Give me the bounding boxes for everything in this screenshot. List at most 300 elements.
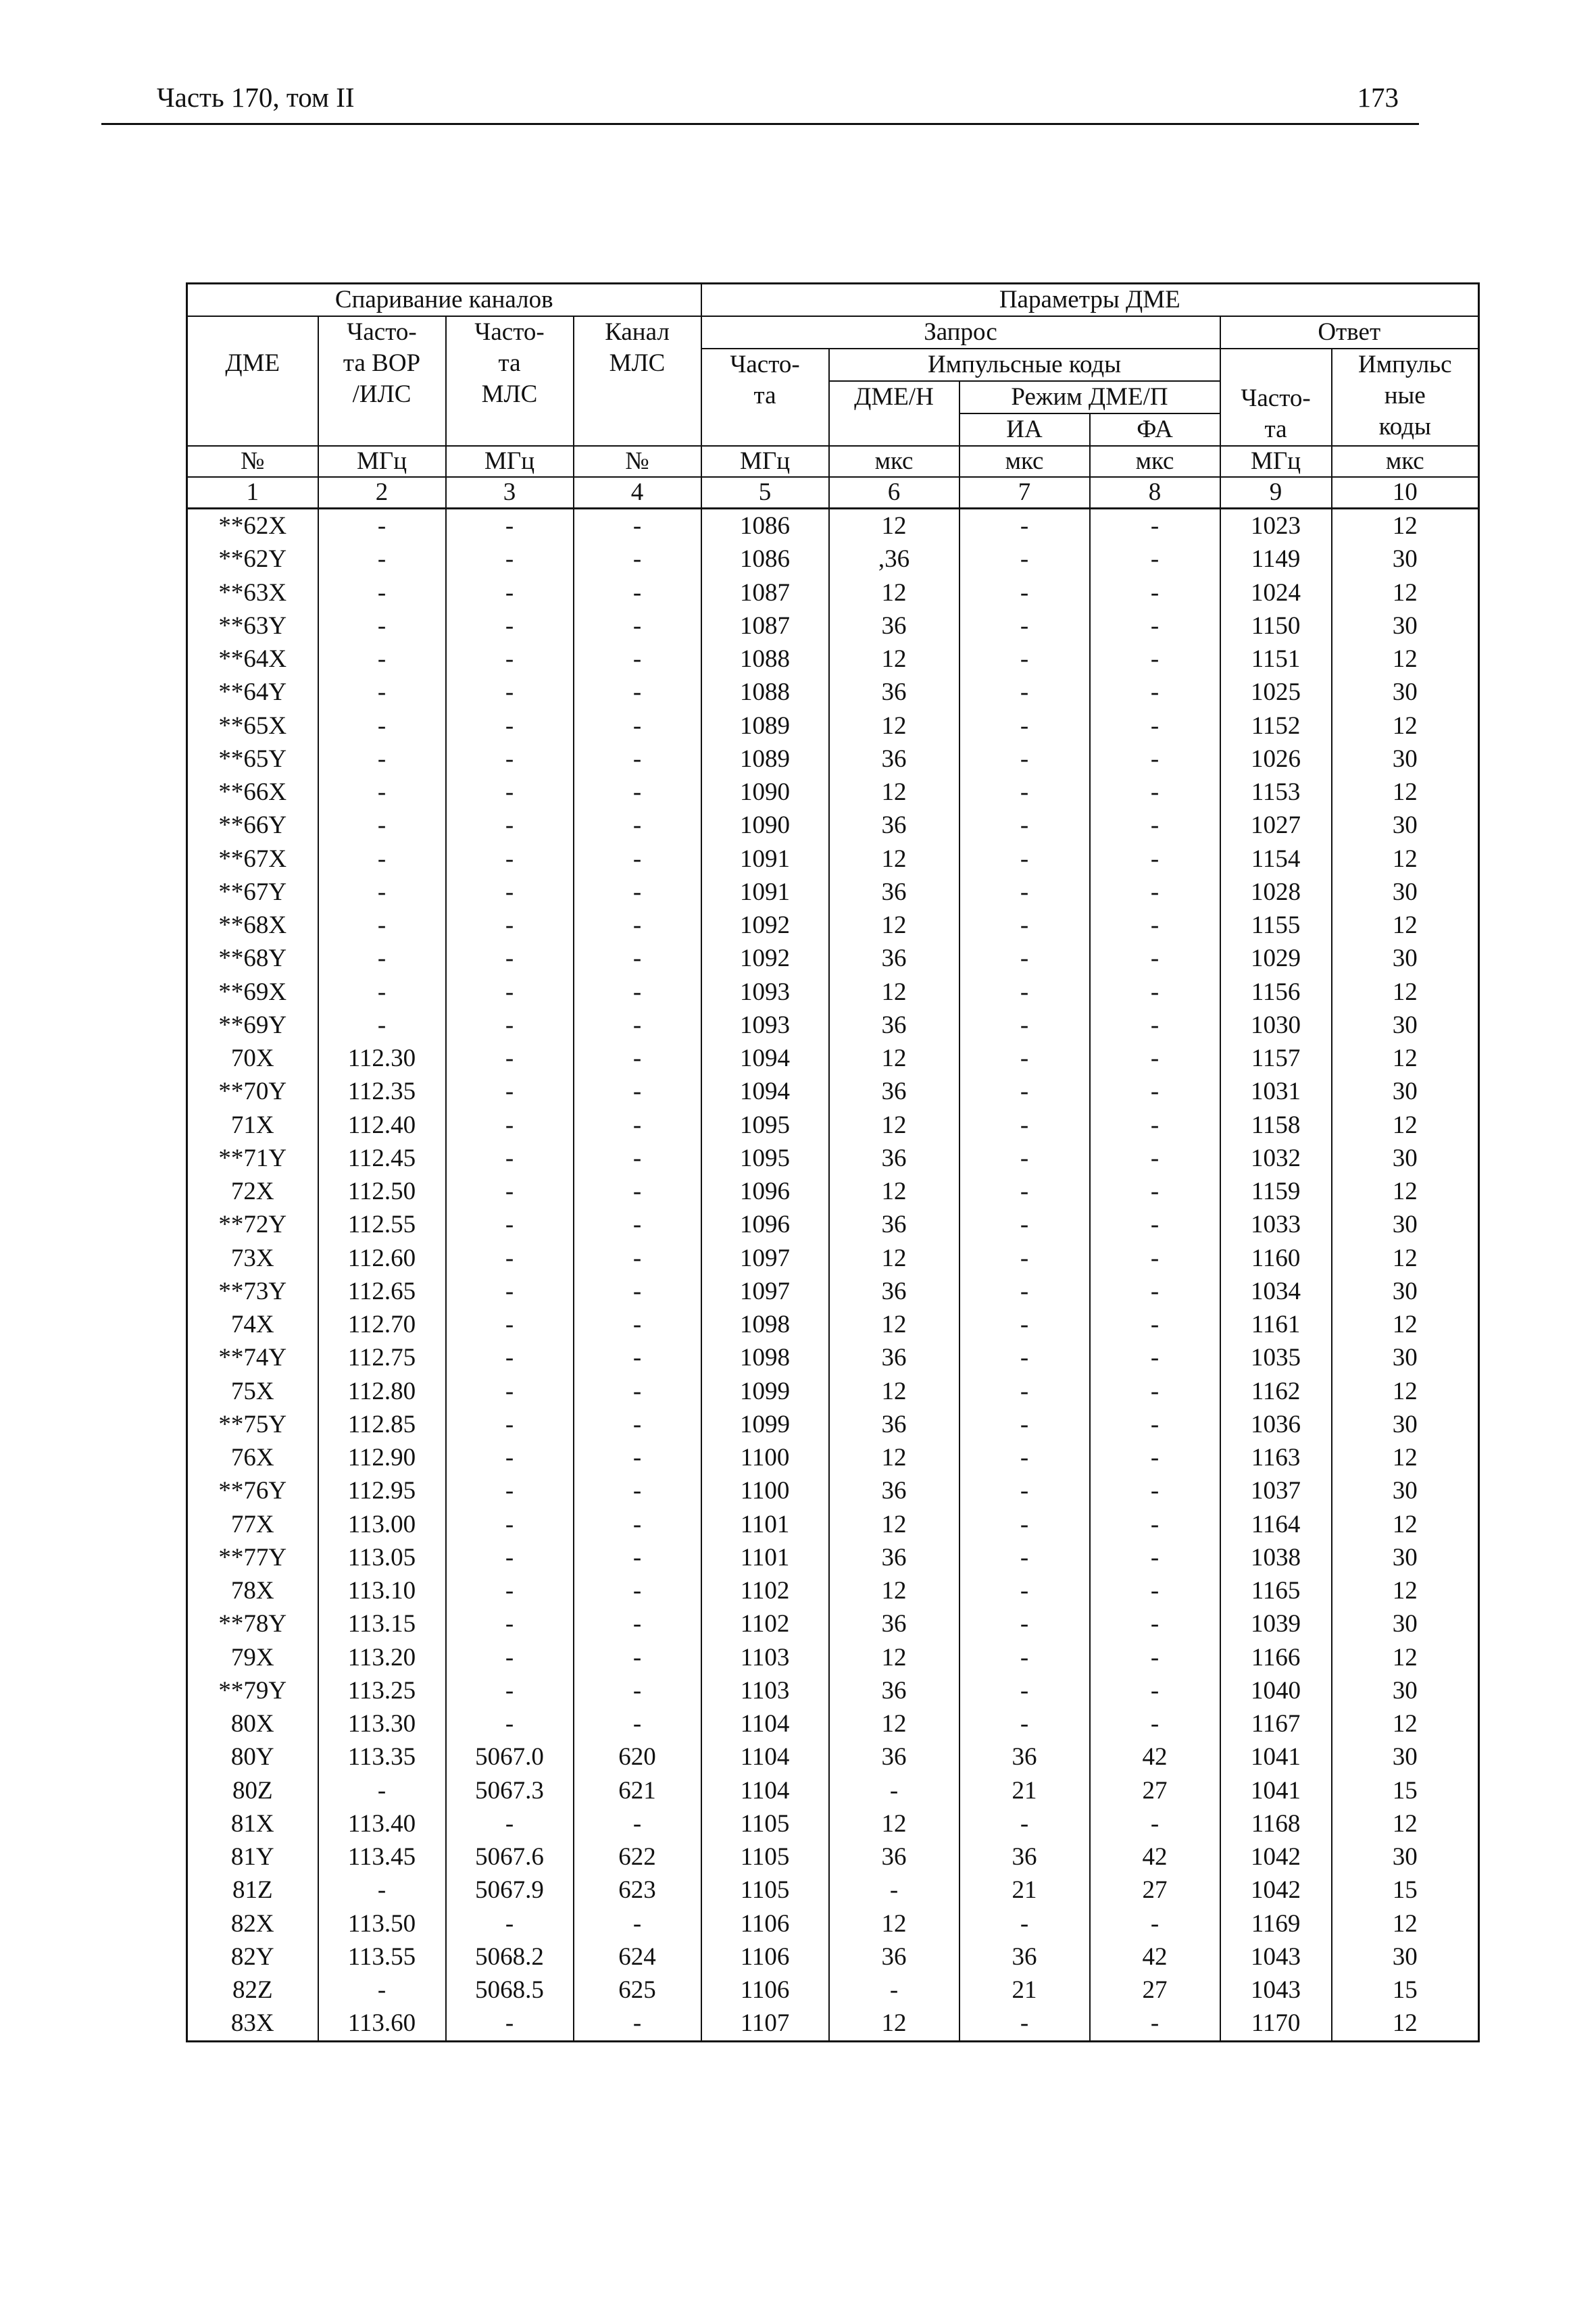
reply-code-cell: 15 (1332, 1774, 1479, 1807)
dme-channel-cell: **67Y (187, 876, 318, 909)
mls-channel-cell: - (574, 1075, 701, 1108)
header-reply-freq (1220, 349, 1332, 446)
mls-channel-cell: - (574, 1375, 701, 1408)
mls-freq-cell: - (446, 1341, 574, 1374)
dme-channel-cell: **74Y (187, 1341, 318, 1374)
reply-code-cell: 12 (1332, 1907, 1479, 1940)
header-reply: Ответ (1220, 316, 1479, 349)
ia-code-cell: - (959, 976, 1090, 1009)
dme-channel-cell: 74X (187, 1308, 318, 1341)
reply-code-cell: 30 (1332, 1474, 1479, 1507)
fa-code-cell: - (1090, 2007, 1220, 2041)
dme-n-code-cell: 36 (829, 1208, 959, 1241)
reply-code-cell: 12 (1332, 509, 1479, 543)
ia-code-cell: - (959, 1607, 1090, 1640)
table-row (187, 1973, 1479, 2007)
mls-channel-cell: - (574, 1641, 701, 1674)
dme-channel-cell: 79X (187, 1641, 318, 1674)
reply-code-cell: 12 (1332, 1707, 1479, 1740)
dme-channel-cell: **69X (187, 976, 318, 1009)
fa-code-cell: - (1090, 1707, 1220, 1740)
header-vor-freq (318, 316, 446, 446)
dme-channel-cell: 80Y (187, 1740, 318, 1774)
reply-code-cell: 30 (1332, 543, 1479, 576)
mls-freq-cell: - (446, 1009, 574, 1042)
reply-freq-cell: 1024 (1220, 576, 1332, 609)
dme-channel-cell: **69Y (187, 1009, 318, 1042)
fa-code-cell: 42 (1090, 1740, 1220, 1774)
ia-code-cell: - (959, 1275, 1090, 1308)
reply-freq-cell: 1154 (1220, 842, 1332, 876)
vor-ils-freq-cell: 112.35 (318, 1075, 446, 1108)
header-mls-freq-line1: Часто- (474, 318, 545, 346)
column-number: 9 (1220, 477, 1332, 509)
fa-code-cell: - (1090, 643, 1220, 676)
fa-code-cell: - (1090, 976, 1220, 1009)
reply-freq-cell: 1025 (1220, 676, 1332, 709)
table-row (187, 1574, 1479, 1607)
mls-channel-cell: - (574, 1308, 701, 1341)
mls-channel-cell: - (574, 643, 701, 676)
table-header (187, 284, 1479, 509)
ia-code-cell: - (959, 1641, 1090, 1674)
ia-code-cell: - (959, 1508, 1090, 1541)
reply-freq-cell: 1030 (1220, 1009, 1332, 1042)
mls-channel-cell: - (574, 1574, 701, 1607)
vor-ils-freq-cell: 113.45 (318, 1840, 446, 1873)
mls-channel-cell: - (574, 543, 701, 576)
unit-cell: мкс (829, 446, 959, 477)
dme-channel-cell: 77X (187, 1508, 318, 1541)
reply-code-cell: 12 (1332, 1375, 1479, 1408)
dme-n-code-cell: 12 (829, 1175, 959, 1208)
dme-n-code-cell: 36 (829, 1674, 959, 1707)
ia-code-cell: - (959, 676, 1090, 709)
mls-freq-cell: - (446, 1641, 574, 1674)
vor-ils-freq-cell: 113.10 (318, 1574, 446, 1607)
reply-freq-cell: 1034 (1220, 1275, 1332, 1308)
fa-code-cell: - (1090, 1341, 1220, 1374)
mls-freq-cell: 5068.5 (446, 1973, 574, 2007)
fa-code-cell: - (1090, 1075, 1220, 1108)
vor-ils-freq-cell: 113.00 (318, 1508, 446, 1541)
interrogation-freq-cell: 1092 (701, 942, 829, 975)
column-numbers-row (187, 477, 1479, 509)
mls-channel-cell: - (574, 1208, 701, 1241)
header-mls-channel-line1: Канал (605, 318, 670, 346)
reply-code-cell: 30 (1332, 1541, 1479, 1574)
mls-channel-cell: - (574, 709, 701, 743)
mls-freq-cell: - (446, 576, 574, 609)
fa-code-cell: - (1090, 1907, 1220, 1940)
dme-n-code-cell: 36 (829, 1142, 959, 1175)
reply-freq-cell: 1043 (1220, 1940, 1332, 1973)
mls-channel-cell: - (574, 1907, 701, 1940)
mls-freq-cell: - (446, 976, 574, 1009)
reply-code-cell: 30 (1332, 876, 1479, 909)
vor-ils-freq-cell: - (318, 1774, 446, 1807)
mls-channel-cell: - (574, 1607, 701, 1640)
dme-channel-cell: 73X (187, 1242, 318, 1275)
dme-channel-cell: 78X (187, 1574, 318, 1607)
ia-code-cell: - (959, 543, 1090, 576)
mls-freq-cell: - (446, 1674, 574, 1707)
vor-ils-freq-cell: 113.30 (318, 1707, 446, 1740)
table-row (187, 1840, 1479, 1873)
reply-freq-cell: 1038 (1220, 1541, 1332, 1574)
ia-code-cell: 21 (959, 1873, 1090, 1907)
dme-n-code-cell: 36 (829, 1541, 959, 1574)
ia-code-cell: - (959, 1042, 1090, 1075)
header-interrogation-freq (701, 349, 829, 446)
table-row (187, 543, 1479, 576)
header-vor-freq-line3: /ИЛС (352, 380, 412, 408)
dme-channel-cell: **76Y (187, 1474, 318, 1507)
table-row (187, 1774, 1479, 1807)
mls-channel-cell: - (574, 1441, 701, 1474)
dme-n-code-cell: 36 (829, 743, 959, 776)
interrogation-freq-cell: 1087 (701, 609, 829, 643)
dme-channel-cell: **70Y (187, 1075, 318, 1108)
table-row (187, 509, 1479, 543)
mls-freq-cell: - (446, 609, 574, 643)
interrogation-freq-cell: 1106 (701, 1907, 829, 1940)
mls-channel-cell: 620 (574, 1740, 701, 1774)
running-title: Часть 170, том II (157, 82, 355, 113)
reply-freq-cell: 1027 (1220, 809, 1332, 842)
table-row (187, 1341, 1479, 1374)
header-reply-pulse-line3: коды (1378, 413, 1431, 441)
reply-code-cell: 12 (1332, 643, 1479, 676)
interrogation-freq-cell: 1106 (701, 1973, 829, 2007)
table-row (187, 1109, 1479, 1142)
fa-code-cell: - (1090, 1375, 1220, 1408)
reply-freq-cell: 1165 (1220, 1574, 1332, 1607)
ia-code-cell: - (959, 1408, 1090, 1441)
ia-code-cell: - (959, 1907, 1090, 1940)
fa-code-cell: - (1090, 1641, 1220, 1674)
dme-channel-cell: **67X (187, 842, 318, 876)
interrogation-freq-cell: 1105 (701, 1840, 829, 1873)
mls-freq-cell: 5067.3 (446, 1774, 574, 1807)
vor-ils-freq-cell: - (318, 543, 446, 576)
reply-freq-cell: 1033 (1220, 1208, 1332, 1241)
reply-freq-cell: 1166 (1220, 1641, 1332, 1674)
dme-channel-cell: 81X (187, 1807, 318, 1840)
unit-cell: № (187, 446, 318, 477)
reply-freq-cell: 1041 (1220, 1774, 1332, 1807)
dme-n-code-cell: 12 (829, 1641, 959, 1674)
reply-freq-cell: 1042 (1220, 1873, 1332, 1907)
fa-code-cell: 27 (1090, 1774, 1220, 1807)
mls-channel-cell: 623 (574, 1873, 701, 1907)
header-mls-freq-line2: та (498, 349, 521, 377)
interrogation-freq-cell: 1091 (701, 876, 829, 909)
fa-code-cell: - (1090, 809, 1220, 842)
ia-code-cell: - (959, 776, 1090, 809)
interrogation-freq-cell: 1086 (701, 509, 829, 543)
mls-freq-cell: - (446, 743, 574, 776)
dme-channel-cell: 83X (187, 2007, 318, 2041)
table-row (187, 776, 1479, 809)
interrogation-freq-cell: 1096 (701, 1175, 829, 1208)
ia-code-cell: - (959, 1674, 1090, 1707)
dme-channel-cell: 70X (187, 1042, 318, 1075)
mls-freq-cell: - (446, 1541, 574, 1574)
vor-ils-freq-cell: - (318, 709, 446, 743)
unit-cell: МГц (318, 446, 446, 477)
dme-channel-cell: 72X (187, 1175, 318, 1208)
interrogation-freq-cell: 1090 (701, 809, 829, 842)
fa-code-cell: - (1090, 1807, 1220, 1840)
dme-n-code-cell: 12 (829, 1707, 959, 1740)
ia-code-cell: - (959, 1308, 1090, 1341)
fa-code-cell: - (1090, 609, 1220, 643)
dme-channel-cell: **79Y (187, 1674, 318, 1707)
header-reply-freq-line2: та (1264, 416, 1287, 443)
units-row (187, 446, 1479, 477)
mls-channel-cell: - (574, 1109, 701, 1142)
unit-cell: мкс (959, 446, 1090, 477)
column-number: 10 (1332, 477, 1479, 509)
reply-freq-cell: 1153 (1220, 776, 1332, 809)
reply-code-cell: 30 (1332, 1607, 1479, 1640)
mls-channel-cell: - (574, 776, 701, 809)
dme-n-code-cell: 36 (829, 1075, 959, 1108)
table-row (187, 1674, 1479, 1707)
interrogation-freq-cell: 1102 (701, 1574, 829, 1607)
table-row (187, 2007, 1479, 2041)
table-row (187, 1275, 1479, 1308)
interrogation-freq-cell: 1097 (701, 1242, 829, 1275)
ia-code-cell: - (959, 1009, 1090, 1042)
header-reply-freq-line1: Часто- (1241, 384, 1311, 412)
reply-code-cell: 12 (1332, 776, 1479, 809)
reply-code-cell: 12 (1332, 1175, 1479, 1208)
reply-freq-cell: 1036 (1220, 1408, 1332, 1441)
dme-channel-cell: **72Y (187, 1208, 318, 1241)
interrogation-freq-cell: 1091 (701, 842, 829, 876)
mls-freq-cell: 5067.6 (446, 1840, 574, 1873)
mls-channel-cell: - (574, 509, 701, 543)
reply-freq-cell: 1149 (1220, 543, 1332, 576)
mls-freq-cell: - (446, 509, 574, 543)
header-reply-pulse-line2: ные (1384, 382, 1426, 409)
mls-freq-cell: - (446, 2007, 574, 2041)
vor-ils-freq-cell: 113.20 (318, 1641, 446, 1674)
dme-channel-cell: 71X (187, 1109, 318, 1142)
fa-code-cell: - (1090, 509, 1220, 543)
dme-n-code-cell: 12 (829, 2007, 959, 2041)
dme-channel-table (186, 282, 1480, 2042)
mls-freq-cell: - (446, 842, 574, 876)
ia-code-cell: - (959, 1142, 1090, 1175)
reply-code-cell: 12 (1332, 1242, 1479, 1275)
table-row (187, 842, 1479, 876)
reply-freq-cell: 1169 (1220, 1907, 1332, 1940)
vor-ils-freq-cell: 113.35 (318, 1740, 446, 1774)
unit-cell: МГц (446, 446, 574, 477)
ia-code-cell: - (959, 876, 1090, 909)
mls-channel-cell: - (574, 1674, 701, 1707)
unit-cell: мкс (1090, 446, 1220, 477)
dme-channel-cell: **68X (187, 909, 318, 942)
mls-freq-cell: - (446, 1242, 574, 1275)
table-row (187, 1907, 1479, 1940)
mls-freq-cell: - (446, 709, 574, 743)
reply-freq-cell: 1160 (1220, 1242, 1332, 1275)
vor-ils-freq-cell: - (318, 809, 446, 842)
reply-code-cell: 30 (1332, 1940, 1479, 1973)
interrogation-freq-cell: 1096 (701, 1208, 829, 1241)
table-row (187, 909, 1479, 942)
table-row (187, 1541, 1479, 1574)
ia-code-cell: - (959, 609, 1090, 643)
ia-code-cell: 36 (959, 1740, 1090, 1774)
reply-code-cell: 12 (1332, 1042, 1479, 1075)
reply-code-cell: 30 (1332, 676, 1479, 709)
vor-ils-freq-cell: 113.40 (318, 1807, 446, 1840)
header-mls-freq (446, 316, 574, 446)
dme-n-code-cell: 12 (829, 976, 959, 1009)
fa-code-cell: - (1090, 576, 1220, 609)
column-number: 7 (959, 477, 1090, 509)
reply-freq-cell: 1168 (1220, 1807, 1332, 1840)
dme-n-code-cell: 36 (829, 676, 959, 709)
mls-channel-cell: - (574, 676, 701, 709)
table-row (187, 709, 1479, 743)
fa-code-cell: - (1090, 1574, 1220, 1607)
interrogation-freq-cell: 1104 (701, 1774, 829, 1807)
vor-ils-freq-cell: - (318, 909, 446, 942)
header-mls-freq-line3: МЛС (481, 380, 538, 408)
mls-channel-cell: 622 (574, 1840, 701, 1873)
vor-ils-freq-cell: - (318, 1873, 446, 1907)
interrogation-freq-cell: 1090 (701, 776, 829, 809)
interrogation-freq-cell: 1088 (701, 676, 829, 709)
reply-code-cell: 30 (1332, 942, 1479, 975)
reply-code-cell: 30 (1332, 1341, 1479, 1374)
fa-code-cell: - (1090, 676, 1220, 709)
mls-channel-cell: - (574, 809, 701, 842)
dme-channel-cell: 81Y (187, 1840, 318, 1873)
dme-channel-cell: **63X (187, 576, 318, 609)
table-row (187, 643, 1479, 676)
reply-code-cell: 12 (1332, 1441, 1479, 1474)
mls-channel-cell: - (574, 909, 701, 942)
dme-n-code-cell: 12 (829, 509, 959, 543)
fa-code-cell: - (1090, 1208, 1220, 1241)
fa-code-cell: - (1090, 1674, 1220, 1707)
ia-code-cell: 21 (959, 1774, 1090, 1807)
mls-channel-cell: - (574, 576, 701, 609)
mls-freq-cell: - (446, 1441, 574, 1474)
dme-n-code-cell: 36 (829, 809, 959, 842)
dme-n-code-cell: 36 (829, 942, 959, 975)
vor-ils-freq-cell: 112.80 (318, 1375, 446, 1408)
reply-code-cell: 12 (1332, 1109, 1479, 1142)
vor-ils-freq-cell: - (318, 743, 446, 776)
reply-code-cell: 30 (1332, 1142, 1479, 1175)
interrogation-freq-cell: 1087 (701, 576, 829, 609)
mls-channel-cell: - (574, 1009, 701, 1042)
mls-channel-cell: - (574, 1341, 701, 1374)
mls-channel-cell: - (574, 1541, 701, 1574)
mls-freq-cell: - (446, 1208, 574, 1241)
table-row (187, 1873, 1479, 1907)
reply-freq-cell: 1023 (1220, 509, 1332, 543)
vor-ils-freq-cell: - (318, 509, 446, 543)
ia-code-cell: - (959, 1707, 1090, 1740)
reply-code-cell: 30 (1332, 1840, 1479, 1873)
ia-code-cell: - (959, 576, 1090, 609)
reply-freq-cell: 1042 (1220, 1840, 1332, 1873)
mls-freq-cell: - (446, 543, 574, 576)
unit-cell: мкс (1332, 446, 1479, 477)
mls-freq-cell: - (446, 1275, 574, 1308)
vor-ils-freq-cell: - (318, 776, 446, 809)
vor-ils-freq-cell: 113.15 (318, 1607, 446, 1640)
header-dme-parameters: Параметры ДМЕ (701, 284, 1479, 317)
header-mls-channel-line2: МЛС (609, 349, 666, 377)
vor-ils-freq-cell: 112.40 (318, 1109, 446, 1142)
ia-code-cell: - (959, 743, 1090, 776)
mls-freq-cell: - (446, 1042, 574, 1075)
ia-code-cell: - (959, 1175, 1090, 1208)
reply-freq-cell: 1157 (1220, 1042, 1332, 1075)
reply-freq-cell: 1041 (1220, 1740, 1332, 1774)
table-row (187, 676, 1479, 709)
table-row (187, 1940, 1479, 1973)
reply-code-cell: 30 (1332, 1740, 1479, 1774)
mls-channel-cell: - (574, 976, 701, 1009)
interrogation-freq-cell: 1105 (701, 1807, 829, 1840)
interrogation-freq-cell: 1107 (701, 2007, 829, 2041)
dme-n-code-cell: 12 (829, 1508, 959, 1541)
table-row (187, 1607, 1479, 1640)
vor-ils-freq-cell: - (318, 676, 446, 709)
mls-freq-cell: - (446, 1109, 574, 1142)
reply-code-cell: 12 (1332, 909, 1479, 942)
table-row (187, 1009, 1479, 1042)
reply-code-cell: 12 (1332, 709, 1479, 743)
dme-n-code-cell: - (829, 1774, 959, 1807)
dme-n-code-cell: ,36 (829, 543, 959, 576)
fa-code-cell: - (1090, 842, 1220, 876)
dme-channel-cell: 82Y (187, 1940, 318, 1973)
mls-freq-cell: 5067.9 (446, 1873, 574, 1907)
reply-freq-cell: 1026 (1220, 743, 1332, 776)
mls-freq-cell: - (446, 1308, 574, 1341)
table-row (187, 1075, 1479, 1108)
ia-code-cell: - (959, 1208, 1090, 1241)
ia-code-cell: - (959, 709, 1090, 743)
ia-code-cell: - (959, 1474, 1090, 1507)
interrogation-freq-cell: 1094 (701, 1042, 829, 1075)
dme-n-code-cell: - (829, 1973, 959, 2007)
reply-freq-cell: 1150 (1220, 609, 1332, 643)
column-number: 3 (446, 477, 574, 509)
reply-code-cell: 12 (1332, 1308, 1479, 1341)
mls-channel-cell: - (574, 1242, 701, 1275)
interrogation-freq-cell: 1086 (701, 543, 829, 576)
dme-n-code-cell: 12 (829, 576, 959, 609)
mls-channel-cell: - (574, 942, 701, 975)
header-reply-pulse-codes (1332, 349, 1479, 446)
fa-code-cell: 42 (1090, 1940, 1220, 1973)
fa-code-cell: 27 (1090, 1873, 1220, 1907)
dme-channel-cell: 80Z (187, 1774, 318, 1807)
